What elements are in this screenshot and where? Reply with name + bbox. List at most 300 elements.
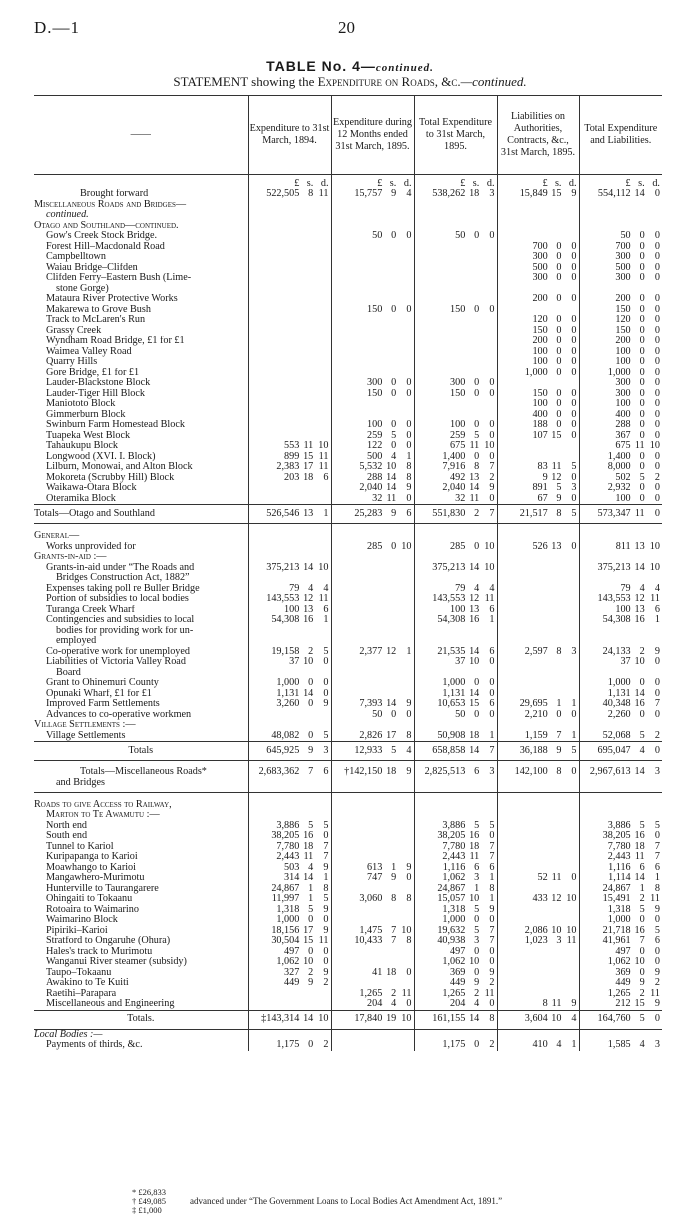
amount-cell: 50 0 0 — [331, 710, 414, 721]
amount-cell: 1,175 0 2 — [248, 1040, 331, 1051]
amount-cell: 5,532 10 8 — [331, 462, 414, 473]
table-row — [34, 605, 662, 616]
amount-cell: 503 4 9 — [248, 863, 331, 874]
amount-cell: 8 11 9 — [497, 999, 579, 1010]
row-label: General— — [34, 531, 80, 541]
amount-cell — [248, 431, 331, 442]
amount-cell: 10,433 7 8 — [331, 936, 414, 947]
amount-cell: 1,318 5 9 — [248, 905, 331, 916]
amount-cell — [497, 720, 579, 731]
amount-cell: 1,000 0 0 — [248, 678, 331, 689]
amount-cell — [497, 657, 579, 668]
row-label: Hales's track to Murimotu — [46, 946, 153, 957]
table-body — [34, 175, 662, 1051]
amount-cell: 37 10 0 — [248, 657, 331, 668]
table-row — [34, 315, 662, 326]
table-row — [34, 873, 662, 884]
amount-cell — [331, 1029, 414, 1040]
row-label: Opunaki Wharf, £1 for £1 — [46, 688, 152, 699]
amount-cell: 526,546 13 1 — [248, 505, 331, 524]
amount-cell — [414, 252, 497, 263]
amount-cell — [248, 552, 331, 563]
amount-cell: 2,086 10 10 — [497, 926, 579, 937]
amount-cell — [414, 210, 497, 221]
amount-cell — [248, 626, 331, 637]
row-label: Miscellaneous and Engineering — [46, 999, 175, 1009]
amount-cell — [331, 626, 414, 637]
amount-cell — [497, 689, 579, 700]
amount-cell: 551,830 2 7 — [414, 505, 497, 524]
amount-cell — [331, 636, 414, 647]
amount-cell — [248, 231, 331, 242]
amount-cell — [248, 210, 331, 221]
amount-cell — [497, 810, 579, 821]
amount-cell — [497, 989, 579, 1000]
row-label: Village Settlements :— — [34, 720, 136, 730]
amount-cell: 899 15 11 — [248, 452, 331, 463]
row-label: Contingencies and subsidies to local — [46, 615, 195, 625]
column-header-description: —— — [34, 96, 248, 175]
table-row — [34, 410, 662, 421]
amount-cell: 1,265 2 11 — [331, 989, 414, 1000]
row-label: Waimarino Block — [46, 915, 118, 925]
amount-cell — [414, 315, 497, 326]
amount-cell — [579, 792, 662, 800]
amount-cell: 100 0 0 — [579, 347, 662, 358]
table-row — [34, 431, 662, 442]
table-row — [34, 831, 662, 842]
amount-cell: 143,553 12 11 — [414, 594, 497, 605]
amount-cell: 36,188 9 5 — [497, 742, 579, 761]
row-label: Waikawa-Otara Block — [46, 483, 137, 493]
amount-cell: 2,932 0 0 — [579, 483, 662, 494]
amount-cell — [331, 563, 414, 574]
table-row — [34, 473, 662, 484]
amount-cell: 100 13 6 — [248, 605, 331, 616]
row-label: Campbelltown — [46, 252, 106, 262]
amount-cell: 3,060 8 8 — [331, 894, 414, 905]
row-label: Wyndham Road Bridge, £1 for £1 — [46, 336, 185, 346]
amount-cell: 300 0 0 — [331, 378, 414, 389]
row-label: Improved Farm Settlements — [46, 699, 160, 709]
page-number: 20 — [338, 18, 355, 37]
amount-cell: 37 10 0 — [579, 657, 662, 668]
amount-cell: 259 5 0 — [331, 431, 414, 442]
amount-cell: 79 4 4 — [579, 584, 662, 595]
amount-cell — [248, 420, 331, 431]
amount-cell: 891 5 3 — [497, 483, 579, 494]
table-row — [34, 957, 662, 968]
amount-cell — [497, 831, 579, 842]
amount-cell: 150 0 0 — [497, 389, 579, 400]
table-row — [34, 273, 662, 284]
amount-cell: 1,062 10 0 — [579, 957, 662, 968]
amount-cell: 100 0 0 — [497, 347, 579, 358]
amount-cell — [331, 678, 414, 689]
amount-cell — [414, 263, 497, 274]
amount-cell — [497, 210, 579, 221]
table-row — [34, 524, 662, 532]
amount-cell — [497, 584, 579, 595]
amount-cell — [579, 1029, 662, 1040]
amount-cell: 24,133 2 9 — [579, 647, 662, 658]
amount-cell: 1,585 4 3 — [579, 1040, 662, 1051]
amount-cell — [331, 336, 414, 347]
amount-cell: 400 0 0 — [579, 410, 662, 421]
amount-cell: †142,150 18 9 — [331, 761, 414, 778]
table-row — [34, 821, 662, 832]
row-label: Co-operative work for unemployed — [46, 646, 190, 657]
row-label: Rotoaira to Waimarino — [46, 904, 139, 915]
amount-cell: 1,116 6 6 — [579, 863, 662, 874]
amount-cell — [248, 284, 331, 295]
table-row — [34, 647, 662, 658]
amount-cell: 7,780 18 7 — [414, 842, 497, 853]
row-label: Tunnel to Kariol — [46, 841, 114, 852]
amount-cell: 645,925 9 3 — [248, 742, 331, 761]
row-label: and Bridges — [34, 778, 248, 793]
amount-cell: 1,318 5 9 — [414, 905, 497, 916]
amount-cell — [414, 294, 497, 305]
amount-cell — [331, 668, 414, 679]
row-label: stone Gorge) — [56, 283, 109, 294]
amount-cell: 2,443 11 7 — [579, 852, 662, 863]
amount-cell: 100 13 6 — [579, 605, 662, 616]
row-label: Expenses taking poll re Buller Bridge — [46, 583, 200, 594]
amount-cell — [414, 347, 497, 358]
table-row — [34, 399, 662, 410]
amount-cell — [414, 778, 497, 793]
amount-cell — [248, 710, 331, 721]
amount-cell — [414, 200, 497, 211]
amount-cell — [248, 242, 331, 253]
amount-cell: 300 0 0 — [579, 389, 662, 400]
amount-cell: 19,632 5 7 — [414, 926, 497, 937]
amount-cell: 17,840 19 10 — [331, 1010, 414, 1029]
table-row — [34, 936, 662, 947]
amount-cell — [248, 326, 331, 337]
amount-cell — [579, 800, 662, 811]
amount-cell — [579, 636, 662, 647]
amount-cell — [414, 531, 497, 542]
amount-cell — [579, 221, 662, 232]
amount-cell: 492 13 2 — [414, 473, 497, 484]
amount-cell: 1,400 0 0 — [579, 452, 662, 463]
amount-cell: 285 0 10 — [331, 542, 414, 553]
table-row — [34, 505, 662, 524]
amount-cell: 700 0 0 — [497, 242, 579, 253]
row-label: Gow's Creek Stock Bridge. — [46, 231, 158, 241]
amount-cell — [331, 594, 414, 605]
amount-cell: 375,213 14 10 — [579, 563, 662, 574]
amount-cell: 50 0 0 — [414, 710, 497, 721]
row-label: Advances to co-operative workmen — [46, 709, 192, 720]
table-row — [34, 999, 662, 1010]
amount-cell — [248, 989, 331, 1000]
amount-cell — [414, 357, 497, 368]
amount-cell: 2,040 14 9 — [414, 483, 497, 494]
table-row — [34, 452, 662, 463]
amount-cell: 100 0 0 — [414, 420, 497, 431]
table-row — [34, 720, 662, 731]
amount-cell — [331, 284, 414, 295]
expenditure-table — [34, 95, 662, 1051]
table-subtitle: STATEMENT showing the Expenditure on Roads, &c.—continued. — [173, 74, 527, 89]
amount-cell — [248, 531, 331, 542]
amount-cell — [248, 305, 331, 316]
amount-cell: 1,131 14 0 — [579, 689, 662, 700]
amount-cell — [248, 720, 331, 731]
table-row — [34, 636, 662, 647]
amount-cell — [497, 231, 579, 242]
amount-cell: 2,967,613 14 3 — [579, 761, 662, 778]
amount-cell — [497, 636, 579, 647]
table-row — [34, 294, 662, 305]
amount-cell — [248, 524, 331, 532]
amount-cell: 7,393 14 9 — [331, 699, 414, 710]
amount-cell: 367 0 0 — [579, 431, 662, 442]
amount-cell: 675 11 10 — [414, 441, 497, 452]
table-row — [34, 926, 662, 937]
amount-cell: 1,000 0 0 — [248, 915, 331, 926]
row-label — [34, 524, 248, 532]
table-row — [34, 305, 662, 316]
amount-cell — [331, 605, 414, 616]
amount-cell: 54,308 16 1 — [579, 615, 662, 626]
amount-cell: 79 4 4 — [414, 584, 497, 595]
amount-cell: 449 9 2 — [414, 978, 497, 989]
table-row — [34, 336, 662, 347]
amount-cell: 300 0 0 — [414, 378, 497, 389]
amount-cell: 1,062 10 0 — [248, 957, 331, 968]
amount-cell: 300 0 0 — [579, 273, 662, 284]
amount-cell: 48,082 0 5 — [248, 731, 331, 742]
amount-cell: 2,597 8 3 — [497, 647, 579, 658]
table-row — [34, 357, 662, 368]
row-label: Lilburn, Monowai, and Alton Block — [46, 462, 193, 472]
amount-cell: 658,858 14 7 — [414, 742, 497, 761]
amount-cell: 369 0 9 — [414, 968, 497, 979]
amount-cell — [579, 524, 662, 532]
amount-cell: 38,205 16 0 — [414, 831, 497, 842]
amount-cell — [331, 242, 414, 253]
amount-cell — [248, 800, 331, 811]
table-row — [34, 778, 662, 793]
amount-cell: 2,443 11 7 — [248, 852, 331, 863]
amount-cell — [497, 378, 579, 389]
row-label: Works unprovided for — [46, 541, 136, 552]
amount-cell — [414, 399, 497, 410]
row-label: South end — [46, 831, 88, 841]
amount-cell: 700 0 0 — [579, 242, 662, 253]
amount-cell — [497, 441, 579, 452]
amount-cell: 400 0 0 — [497, 410, 579, 421]
table-row — [34, 800, 662, 811]
amount-cell: 25,283 9 6 — [331, 505, 414, 524]
row-label: Village Settlements — [46, 730, 126, 741]
amount-cell — [497, 957, 579, 968]
column-header-total-exp-1895: Total Expenditure to 31st March, 1895. — [414, 96, 497, 175]
amount-cell — [414, 573, 497, 584]
row-label: Lauder-Blackstone Block — [46, 378, 151, 388]
amount-cell — [331, 689, 414, 700]
amount-cell: 29,695 1 1 — [497, 699, 579, 710]
table-row — [34, 1029, 662, 1040]
table-row — [34, 420, 662, 431]
amount-cell — [331, 720, 414, 731]
amount-cell: 369 0 9 — [579, 968, 662, 979]
amount-cell: 300 0 0 — [497, 252, 579, 263]
amount-cell — [331, 778, 414, 793]
table-row — [34, 978, 662, 989]
amount-cell — [331, 884, 414, 895]
amount-cell: 259 5 0 — [414, 431, 497, 442]
table-row — [34, 347, 662, 358]
amount-cell: 38,205 16 0 — [579, 831, 662, 842]
unit-row — [34, 175, 662, 190]
row-label: Hunterville to Taurangarere — [46, 883, 159, 894]
amount-cell: 2,826 17 8 — [331, 731, 414, 742]
amount-cell: 40,938 3 7 — [414, 936, 497, 947]
amount-cell: 1,000 0 0 — [414, 915, 497, 926]
table-row — [34, 462, 662, 473]
amount-cell: 449 9 2 — [248, 978, 331, 989]
amount-cell: 100 0 0 — [579, 399, 662, 410]
amount-cell: 1,114 14 1 — [579, 873, 662, 884]
column-header-exp-1894: Expenditure to 31st March, 1894. — [248, 96, 331, 175]
row-label: Kuripapanga to Karioi — [46, 852, 138, 862]
amount-cell — [414, 636, 497, 647]
amount-cell: 161,155 14 8 — [414, 1010, 497, 1029]
amount-cell: 554,112 14 0 — [579, 189, 662, 200]
amount-cell — [331, 615, 414, 626]
amount-cell — [331, 315, 414, 326]
amount-cell: 1,159 7 1 — [497, 731, 579, 742]
table-row — [34, 689, 662, 700]
amount-cell — [497, 1029, 579, 1040]
table-row — [34, 710, 662, 721]
amount-cell — [497, 573, 579, 584]
table-row — [34, 563, 662, 574]
amount-cell — [331, 326, 414, 337]
amount-cell: 50 0 0 — [414, 231, 497, 242]
amount-cell — [414, 1029, 497, 1040]
amount-cell — [497, 452, 579, 463]
amount-cell — [414, 552, 497, 563]
unit-cell: £ s. d. — [497, 175, 579, 190]
amount-cell: 203 18 6 — [248, 473, 331, 484]
amount-cell: 288 0 0 — [579, 420, 662, 431]
amount-cell — [497, 800, 579, 811]
amount-cell — [579, 668, 662, 679]
amount-cell: 2,210 0 0 — [497, 710, 579, 721]
amount-cell — [497, 915, 579, 926]
page-header — [0, 8, 700, 48]
row-label: Raetihi–Parapara — [46, 988, 117, 999]
amount-cell: 675 11 10 — [579, 441, 662, 452]
amount-cell — [414, 273, 497, 284]
row-label: Totals — [34, 742, 248, 761]
row-label: Waiau Bridge–Clifden — [46, 262, 138, 273]
amount-cell: 1,062 3 1 — [414, 873, 497, 884]
amount-cell: 32 11 0 — [331, 494, 414, 505]
row-label: Otago and Southland—continued. — [34, 220, 179, 231]
amount-cell: 1,265 2 11 — [414, 989, 497, 1000]
amount-cell — [331, 368, 414, 379]
amount-cell — [579, 531, 662, 542]
amount-cell — [248, 792, 331, 800]
amount-cell — [414, 792, 497, 800]
table-row — [34, 200, 662, 211]
amount-cell: 79 4 4 — [248, 584, 331, 595]
amount-cell — [248, 494, 331, 505]
row-label: Pipiriki–Karioi — [46, 925, 108, 936]
row-label: Tuapeka West Block — [46, 430, 131, 441]
amount-cell: 188 0 0 — [497, 420, 579, 431]
amount-cell: 375,213 14 10 — [248, 563, 331, 574]
amount-cell — [579, 284, 662, 295]
amount-cell — [497, 968, 579, 979]
table-row — [34, 1040, 662, 1051]
row-label: Longwood (XVI. I. Block) — [46, 451, 156, 462]
table-row — [34, 284, 662, 295]
amount-cell — [331, 531, 414, 542]
row-label: Taupo–Tokaanu — [46, 967, 112, 978]
table-row — [34, 494, 662, 505]
row-label: Grassy Creek — [46, 325, 102, 336]
amount-cell: 122 0 0 — [331, 441, 414, 452]
table-row — [34, 731, 662, 742]
amount-cell — [248, 368, 331, 379]
amount-cell — [331, 821, 414, 832]
table-row — [34, 761, 662, 778]
amount-cell: 2,260 0 0 — [579, 710, 662, 721]
table-row — [34, 441, 662, 452]
amount-cell: 100 0 0 — [331, 420, 414, 431]
table-row — [34, 252, 662, 263]
row-label: Board — [56, 667, 81, 678]
row-label: Liabilities of Victoria Valley Road — [46, 657, 186, 667]
amount-cell — [497, 678, 579, 689]
amount-cell: 50,908 18 1 — [414, 731, 497, 742]
amount-cell — [248, 542, 331, 553]
amount-cell: 150 0 0 — [579, 305, 662, 316]
amount-cell: 538,262 18 3 — [414, 189, 497, 200]
amount-cell: 1,116 6 6 — [414, 863, 497, 874]
footnote-line: † £49,085 — [132, 1196, 166, 1206]
amount-cell: 67 9 0 — [497, 494, 579, 505]
amount-cell: 1,475 7 10 — [331, 926, 414, 937]
amount-cell: 500 4 1 — [331, 452, 414, 463]
amount-cell — [248, 200, 331, 211]
table-row — [34, 189, 662, 200]
amount-cell — [331, 221, 414, 232]
row-label: Makarewa to Grove Bush — [46, 304, 151, 315]
amount-cell: 100 13 6 — [414, 605, 497, 616]
amount-cell: 327 2 9 — [248, 968, 331, 979]
amount-cell: 1,000 0 0 — [414, 678, 497, 689]
amount-cell: 150 0 0 — [331, 389, 414, 400]
amount-cell — [579, 810, 662, 821]
amount-cell: 38,205 16 0 — [248, 831, 331, 842]
table-row — [34, 542, 662, 553]
amount-cell — [331, 831, 414, 842]
table-row — [34, 792, 662, 800]
amount-cell — [331, 800, 414, 811]
footnotes — [132, 1187, 503, 1215]
row-label: Forest Hill–Macdonald Road — [46, 241, 165, 252]
amount-cell: 100 0 0 — [497, 357, 579, 368]
